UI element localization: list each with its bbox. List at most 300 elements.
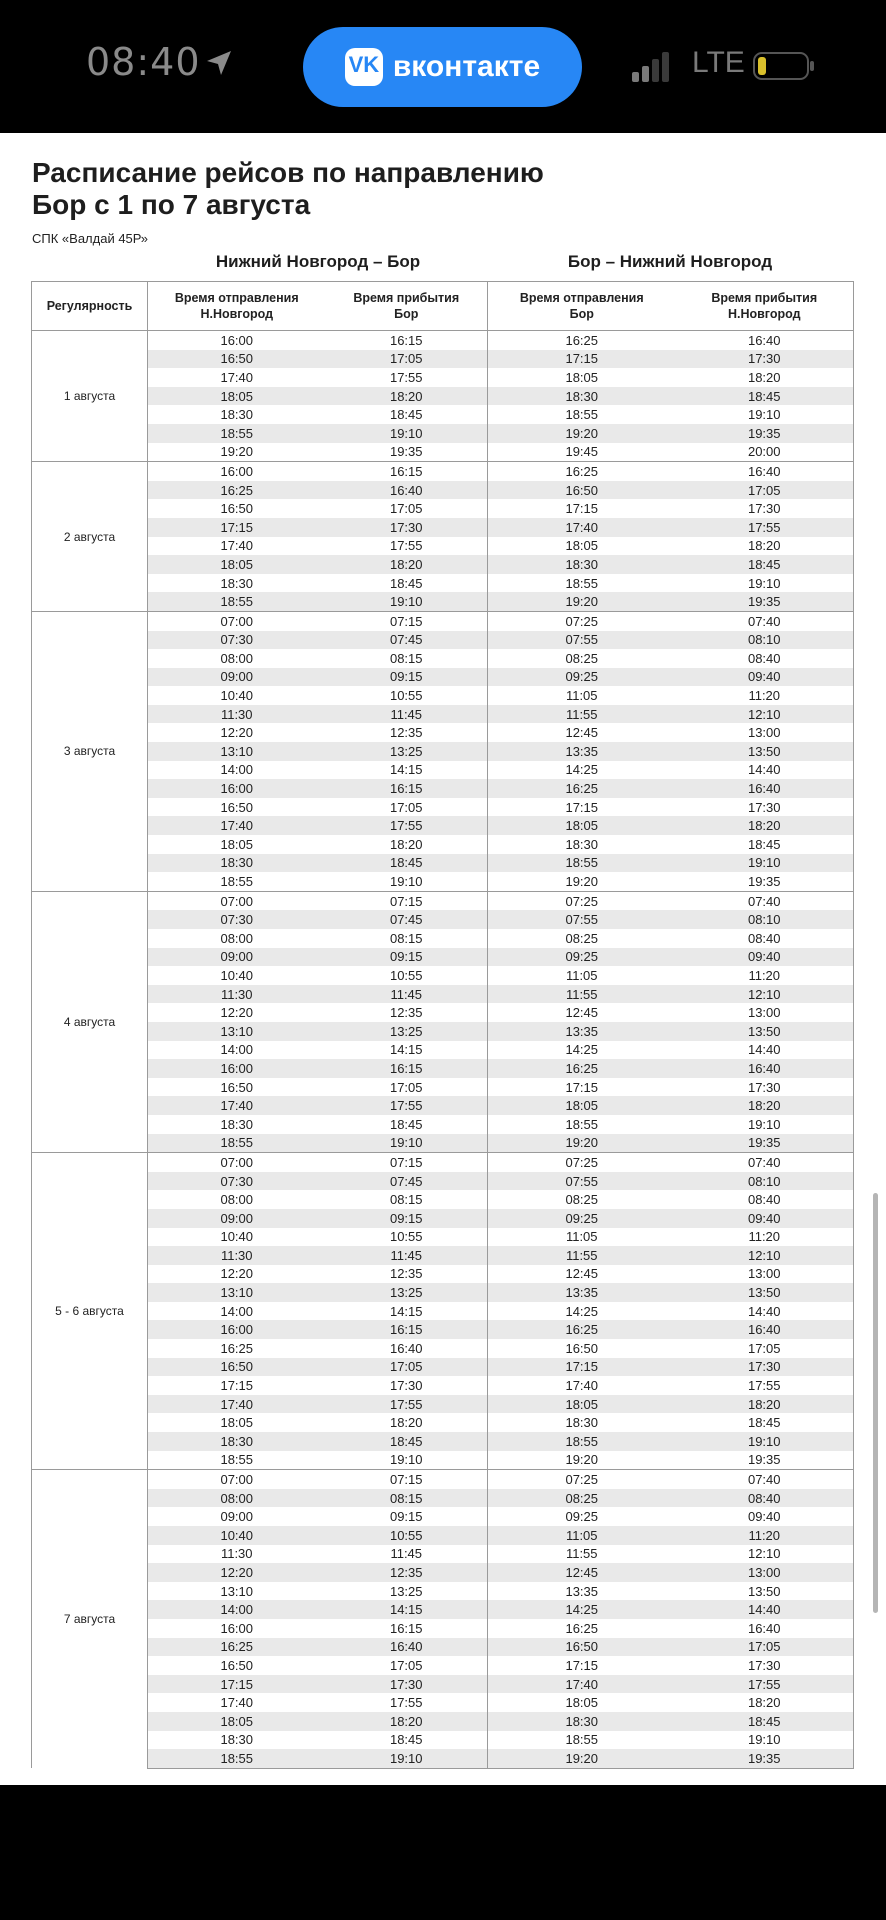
table-row (32, 668, 854, 687)
time-arrival-bor: 17:05 (326, 1078, 488, 1097)
time-arrival-bor: 16:15 (326, 1059, 488, 1078)
time-arrival-nn: 14:40 (676, 761, 854, 780)
time-arrival-nn: 09:40 (676, 948, 854, 967)
time-arrival-nn: 13:00 (676, 723, 854, 742)
time-departure-bor: 13:35 (565, 1583, 599, 1599)
time-departure-bor: 19:20 (488, 592, 676, 611)
time-departure-nn: 10:40 (220, 1229, 254, 1245)
time-arrival-bor: 17:55 (326, 537, 488, 556)
time-departure-nn: 18:30 (220, 1732, 254, 1748)
table-row (32, 742, 854, 761)
time-arrival-nn: 11:20 (676, 1228, 854, 1247)
time-arrival-nn: 08:40 (676, 649, 854, 668)
regularity-label: 7 августа (32, 1470, 148, 1769)
time-departure-bor: 17:15 (488, 350, 676, 369)
time-arrival-bor: 13:25 (326, 1582, 488, 1601)
time-arrival-bor: 18:20 (326, 835, 488, 854)
time-departure-nn: 12:20 (220, 725, 254, 741)
time-departure-nn: 07:30 (148, 910, 326, 929)
time-departure-nn: 17:40 (148, 816, 326, 835)
time-departure-bor: 11:05 (565, 1229, 598, 1245)
time-arrival-nn: 19:35 (676, 592, 854, 611)
time-departure-nn: 13:10 (148, 1022, 326, 1041)
time-arrival-bor: 19:10 (326, 1134, 488, 1153)
time-departure-bor: 07:55 (488, 1172, 676, 1191)
table-row (32, 1265, 854, 1284)
time-arrival-nn: 16:40 (676, 1320, 854, 1339)
table-row (32, 1283, 854, 1302)
time-arrival-bor: 18:20 (326, 1413, 488, 1432)
time-arrival-bor: 19:10 (326, 592, 488, 611)
time-arrival-bor: 07:45 (326, 910, 488, 929)
time-arrival-nn: 18:20 (676, 537, 854, 556)
time-arrival-nn: 12:10 (676, 705, 854, 724)
time-arrival-nn: 13:50 (676, 1022, 854, 1041)
time-departure-nn: 19:20 (220, 444, 254, 460)
time-arrival-bor: 11:45 (326, 985, 488, 1004)
time-departure-bor: 16:25 (488, 331, 676, 350)
time-arrival-bor: 07:15 (326, 611, 488, 630)
table-row (32, 1693, 854, 1712)
time-departure-nn: 10:40 (220, 688, 254, 704)
time-arrival-bor: 07:15 (326, 1470, 488, 1489)
time-departure-nn: 16:50 (148, 1358, 326, 1377)
time-arrival-nn: 11:20 (676, 1526, 854, 1545)
table-row (32, 481, 854, 500)
time-departure-bor: 18:05 (565, 538, 599, 554)
time-departure-nn: 16:50 (220, 1657, 254, 1673)
time-arrival-bor: 18:45 (326, 854, 488, 873)
header-arrival-bor: Время прибытия Бор (326, 282, 488, 331)
table-row (32, 350, 854, 369)
time-arrival-nn: 07:40 (676, 1470, 854, 1489)
time-departure-nn: 13:10 (148, 1283, 326, 1302)
time-arrival-nn: 17:55 (676, 1376, 854, 1395)
time-arrival-bor: 11:45 (326, 1545, 488, 1564)
table-row (32, 1228, 854, 1247)
table-row (32, 686, 854, 705)
time-departure-nn: 08:00 (220, 1192, 254, 1208)
time-arrival-nn: 16:40 (676, 1619, 854, 1638)
time-arrival-bor: 16:15 (326, 1619, 488, 1638)
table-row (32, 405, 854, 424)
time-departure-nn: 17:40 (220, 369, 254, 385)
time-departure-bor: 12:45 (488, 1563, 676, 1582)
table-row (32, 1395, 854, 1414)
time-arrival-bor: 13:25 (326, 1022, 488, 1041)
time-departure-bor: 14:25 (488, 1600, 676, 1619)
time-arrival-nn: 13:00 (676, 1265, 854, 1284)
time-departure-nn: 11:30 (220, 1546, 253, 1562)
table-row (32, 537, 854, 556)
time-departure-bor: 17:40 (488, 1675, 676, 1694)
time-departure-bor: 12:45 (565, 1005, 599, 1021)
time-departure-bor: 18:55 (488, 1432, 676, 1451)
time-departure-bor: 13:35 (488, 742, 676, 761)
table-row (32, 1115, 854, 1134)
table-row (32, 1376, 854, 1395)
time-arrival-bor: 08:15 (326, 1489, 488, 1508)
scrollbar[interactable] (873, 1193, 878, 1613)
time-departure-nn: 09:00 (148, 948, 326, 967)
time-arrival-bor: 19:10 (326, 1749, 488, 1768)
vk-app-pill[interactable] (303, 27, 582, 107)
time-departure-bor: 08:25 (565, 930, 599, 946)
vk-pill-label: вконтакте (392, 50, 541, 83)
time-departure-nn: 18:55 (148, 592, 326, 611)
table-row (32, 649, 854, 668)
time-departure-nn: 16:00 (220, 1620, 254, 1636)
table-row (32, 854, 854, 873)
time-departure-nn: 12:20 (220, 1005, 254, 1021)
time-arrival-bor: 19:10 (326, 1451, 488, 1470)
time-departure-nn: 16:50 (220, 501, 254, 517)
time-departure-bor: 14:25 (565, 1303, 599, 1319)
time-arrival-bor: 18:45 (326, 1115, 488, 1134)
time-arrival-bor: 16:15 (326, 331, 488, 350)
table-row (32, 611, 854, 630)
time-departure-bor: 14:25 (565, 762, 599, 778)
time-arrival-nn: 08:10 (676, 631, 854, 650)
time-arrival-bor: 18:20 (326, 387, 488, 406)
time-arrival-bor: 16:15 (326, 462, 488, 481)
table-row (32, 1451, 854, 1470)
table-row (32, 1600, 854, 1619)
time-departure-bor: 11:55 (488, 1246, 676, 1265)
time-departure-bor: 16:25 (565, 1620, 599, 1636)
time-departure-nn: 17:40 (148, 1096, 326, 1115)
time-arrival-bor: 17:55 (326, 1096, 488, 1115)
time-arrival-bor: 14:15 (326, 761, 488, 780)
time-arrival-bor: 17:05 (326, 1656, 488, 1675)
time-departure-nn: 08:00 (220, 650, 254, 666)
time-departure-nn: 16:00 (148, 462, 326, 481)
time-arrival-nn: 17:30 (676, 350, 854, 369)
table-row (32, 1489, 854, 1508)
header-departure-nn: Время отправления Н.Новгород (148, 282, 326, 331)
time-departure-nn: 07:30 (148, 1172, 326, 1191)
time-arrival-nn: 12:10 (676, 1246, 854, 1265)
time-arrival-nn: 16:40 (676, 779, 854, 798)
time-departure-nn: 18:30 (220, 575, 254, 591)
time-departure-nn: 13:10 (220, 1583, 254, 1599)
time-departure-nn: 17:40 (220, 538, 254, 554)
time-arrival-nn: 13:50 (676, 742, 854, 761)
time-departure-bor: 19:20 (488, 1749, 676, 1768)
table-row (32, 835, 854, 854)
time-arrival-nn: 19:10 (676, 854, 854, 873)
table-row (32, 1582, 854, 1601)
regularity-label: 3 августа (32, 611, 148, 891)
table-row (32, 1059, 854, 1078)
time-arrival-bor: 12:35 (326, 723, 488, 742)
time-departure-nn: 07:00 (148, 1153, 326, 1172)
table-row (32, 1190, 854, 1209)
table-row (32, 705, 854, 724)
time-departure-nn: 14:00 (148, 1600, 326, 1619)
time-arrival-bor: 17:30 (326, 1376, 488, 1395)
time-departure-bor: 19:20 (488, 424, 676, 443)
table-row (32, 1022, 854, 1041)
time-arrival-nn: 14:40 (676, 1600, 854, 1619)
time-departure-bor: 07:55 (488, 631, 676, 650)
time-departure-bor: 18:55 (565, 1732, 599, 1748)
time-arrival-nn: 16:40 (676, 1059, 854, 1078)
time-departure-nn: 18:30 (220, 1116, 254, 1132)
time-departure-nn: 18:05 (220, 1415, 254, 1431)
time-arrival-bor: 07:15 (326, 891, 488, 910)
time-arrival-nn: 19:35 (676, 424, 854, 443)
schedule-table (31, 281, 854, 1769)
vessel-name: СПК «Валдай 45Р» (32, 231, 148, 246)
time-departure-nn: 16:00 (148, 779, 326, 798)
table-row (32, 424, 854, 443)
time-departure-nn: 07:00 (148, 611, 326, 630)
time-arrival-bor: 16:15 (326, 1320, 488, 1339)
time-departure-bor: 19:20 (488, 1134, 676, 1153)
table-row (32, 1246, 854, 1265)
time-arrival-nn: 18:20 (676, 1096, 854, 1115)
time-arrival-nn: 09:40 (676, 668, 854, 687)
table-row (32, 1712, 854, 1731)
time-departure-bor: 07:25 (488, 611, 676, 630)
time-arrival-nn: 19:10 (676, 1731, 854, 1750)
time-arrival-bor: 18:45 (326, 1432, 488, 1451)
time-departure-nn: 18:55 (220, 874, 254, 890)
table-row (32, 1320, 854, 1339)
time-departure-bor: 09:25 (488, 1209, 676, 1228)
time-arrival-bor: 17:30 (326, 1675, 488, 1694)
time-arrival-bor: 09:15 (326, 1507, 488, 1526)
time-departure-nn: 12:20 (148, 1563, 326, 1582)
time-departure-bor: 18:55 (488, 854, 676, 873)
table-row (32, 1563, 854, 1582)
time-arrival-nn: 20:00 (676, 443, 854, 462)
table-row (32, 948, 854, 967)
time-arrival-bor: 10:55 (326, 1228, 488, 1247)
time-departure-bor: 07:55 (488, 910, 676, 929)
time-arrival-bor: 18:20 (326, 555, 488, 574)
time-departure-bor: 16:50 (488, 1638, 676, 1657)
table-row (32, 1172, 854, 1191)
table-row (32, 1731, 854, 1750)
time-arrival-bor: 17:55 (326, 1693, 488, 1712)
time-arrival-nn: 08:10 (676, 910, 854, 929)
regularity-label: 1 августа (32, 331, 148, 462)
time-arrival-bor: 18:45 (326, 405, 488, 424)
time-departure-nn: 09:00 (220, 1509, 254, 1525)
time-departure-bor: 08:25 (565, 650, 599, 666)
time-departure-nn: 18:55 (148, 1134, 326, 1153)
time-departure-bor: 19:45 (565, 444, 599, 460)
time-departure-bor: 11:05 (565, 967, 598, 983)
time-arrival-bor: 17:05 (326, 1358, 488, 1377)
time-arrival-nn: 17:55 (676, 1675, 854, 1694)
time-arrival-nn: 18:45 (676, 835, 854, 854)
table-row (32, 891, 854, 910)
time-departure-bor: 18:55 (565, 407, 599, 423)
time-departure-bor: 12:45 (565, 725, 599, 741)
time-arrival-bor: 09:15 (326, 948, 488, 967)
time-arrival-bor: 13:25 (326, 1283, 488, 1302)
table-row (32, 1619, 854, 1638)
time-arrival-nn: 18:20 (676, 1693, 854, 1712)
time-arrival-nn: 17:05 (676, 481, 854, 500)
table-row (32, 368, 854, 387)
time-departure-bor: 18:05 (565, 1695, 599, 1711)
time-arrival-bor: 19:35 (326, 443, 488, 462)
time-arrival-bor: 16:40 (326, 1339, 488, 1358)
time-departure-nn: 10:40 (220, 967, 254, 983)
time-departure-nn: 16:50 (220, 1079, 254, 1095)
time-departure-bor: 18:30 (488, 555, 676, 574)
time-departure-nn: 16:25 (148, 1638, 326, 1657)
time-departure-bor: 18:30 (488, 387, 676, 406)
time-arrival-nn: 09:40 (676, 1209, 854, 1228)
time-arrival-bor: 11:45 (326, 705, 488, 724)
time-arrival-nn: 17:30 (676, 499, 854, 518)
battery-icon (753, 52, 815, 80)
table-row (32, 1078, 854, 1097)
table-row (32, 761, 854, 780)
time-departure-bor: 17:15 (565, 1657, 599, 1673)
table-row (32, 1749, 854, 1768)
time-departure-nn: 14:00 (220, 762, 254, 778)
time-arrival-bor: 14:15 (326, 1302, 488, 1321)
time-departure-nn: 16:50 (220, 799, 254, 815)
time-arrival-bor: 16:40 (326, 481, 488, 500)
table-row (32, 779, 854, 798)
time-arrival-nn: 13:50 (676, 1283, 854, 1302)
time-departure-nn: 17:40 (220, 1695, 254, 1711)
time-arrival-nn: 07:40 (676, 891, 854, 910)
time-arrival-bor: 17:05 (326, 798, 488, 817)
time-arrival-bor: 13:25 (326, 742, 488, 761)
time-departure-nn: 11:30 (148, 705, 326, 724)
time-departure-nn: 11:30 (148, 985, 326, 1004)
time-arrival-bor: 19:10 (326, 424, 488, 443)
time-arrival-nn: 19:35 (676, 1134, 854, 1153)
time-departure-bor: 13:35 (488, 1283, 676, 1302)
time-arrival-bor: 19:10 (326, 872, 488, 891)
time-arrival-nn: 19:10 (676, 1115, 854, 1134)
time-departure-bor: 07:25 (488, 891, 676, 910)
time-arrival-nn: 11:20 (676, 686, 854, 705)
time-arrival-bor: 18:20 (326, 1712, 488, 1731)
time-departure-nn: 07:00 (148, 891, 326, 910)
clock: 08:40 (86, 40, 201, 84)
table-row (32, 1413, 854, 1432)
time-departure-bor: 08:25 (488, 1489, 676, 1508)
time-departure-bor: 17:40 (488, 518, 676, 537)
time-arrival-nn: 13:50 (676, 1582, 854, 1601)
table-row (32, 574, 854, 593)
time-departure-nn: 09:00 (148, 668, 326, 687)
time-departure-bor: 18:30 (488, 1712, 676, 1731)
time-arrival-bor: 07:15 (326, 1153, 488, 1172)
table-row (32, 555, 854, 574)
time-arrival-bor: 17:55 (326, 816, 488, 835)
time-arrival-bor: 17:30 (326, 518, 488, 537)
time-departure-nn: 17:40 (148, 1395, 326, 1414)
table-row (32, 592, 854, 611)
time-departure-bor: 18:05 (565, 369, 599, 385)
time-departure-nn: 18:30 (148, 854, 326, 873)
table-row (32, 910, 854, 929)
table-row (32, 1302, 854, 1321)
time-arrival-nn: 13:00 (676, 1563, 854, 1582)
table-row (32, 929, 854, 948)
time-arrival-nn: 17:30 (676, 1656, 854, 1675)
time-departure-nn: 18:05 (148, 1712, 326, 1731)
direction-bor-nn: Бор – Нижний Новгород (567, 252, 773, 271)
time-departure-bor: 18:55 (565, 1116, 599, 1132)
signal-icon (632, 52, 672, 82)
time-arrival-nn: 18:45 (676, 1712, 854, 1731)
time-arrival-bor: 12:35 (326, 1003, 488, 1022)
time-arrival-bor: 09:15 (326, 1209, 488, 1228)
table-row (32, 387, 854, 406)
time-departure-bor: 09:25 (565, 1509, 599, 1525)
table-row (32, 1656, 854, 1675)
time-arrival-nn: 12:10 (676, 985, 854, 1004)
time-departure-bor: 09:25 (488, 948, 676, 967)
table-row (32, 1339, 854, 1358)
time-departure-nn: 18:55 (148, 1749, 326, 1768)
time-departure-nn: 16:00 (148, 1320, 326, 1339)
table-row (32, 1358, 854, 1377)
table-row (32, 1638, 854, 1657)
time-arrival-bor: 14:15 (326, 1041, 488, 1060)
time-arrival-bor: 14:15 (326, 1600, 488, 1619)
time-departure-nn: 17:15 (220, 1378, 254, 1394)
regularity-label: 2 августа (32, 462, 148, 612)
table-row (32, 1096, 854, 1115)
table-row (32, 499, 854, 518)
time-departure-nn: 10:40 (148, 1526, 326, 1545)
schedule-body (32, 331, 854, 1769)
time-departure-nn: 17:15 (148, 518, 326, 537)
time-departure-nn: 14:00 (220, 1303, 254, 1319)
time-arrival-bor: 17:05 (326, 499, 488, 518)
time-departure-bor: 17:15 (565, 501, 599, 517)
time-departure-nn: 18:30 (220, 407, 254, 423)
time-arrival-bor: 16:15 (326, 779, 488, 798)
time-arrival-nn: 18:45 (676, 387, 854, 406)
table-row (32, 1432, 854, 1451)
time-arrival-nn: 14:40 (676, 1302, 854, 1321)
time-arrival-nn: 17:05 (676, 1339, 854, 1358)
time-departure-nn: 16:00 (148, 331, 326, 350)
direction-nn-bor: Нижний Новгород – Бор (215, 252, 421, 271)
time-departure-bor: 14:25 (565, 1042, 599, 1058)
table-row (32, 872, 854, 891)
time-departure-bor: 09:25 (488, 668, 676, 687)
table-row (32, 1209, 854, 1228)
time-arrival-bor: 18:45 (326, 574, 488, 593)
time-arrival-bor: 16:40 (326, 1638, 488, 1657)
time-arrival-nn: 18:20 (676, 1395, 854, 1414)
table-row (32, 816, 854, 835)
time-arrival-bor: 10:55 (326, 686, 488, 705)
time-departure-bor: 19:20 (565, 874, 599, 890)
time-arrival-nn: 19:35 (676, 872, 854, 891)
time-departure-nn: 18:05 (148, 555, 326, 574)
time-arrival-bor: 07:45 (326, 1172, 488, 1191)
header-arrival-nn: Время прибытия Н.Новгород (676, 282, 854, 331)
time-departure-nn: 18:55 (148, 424, 326, 443)
table-row (32, 443, 854, 462)
